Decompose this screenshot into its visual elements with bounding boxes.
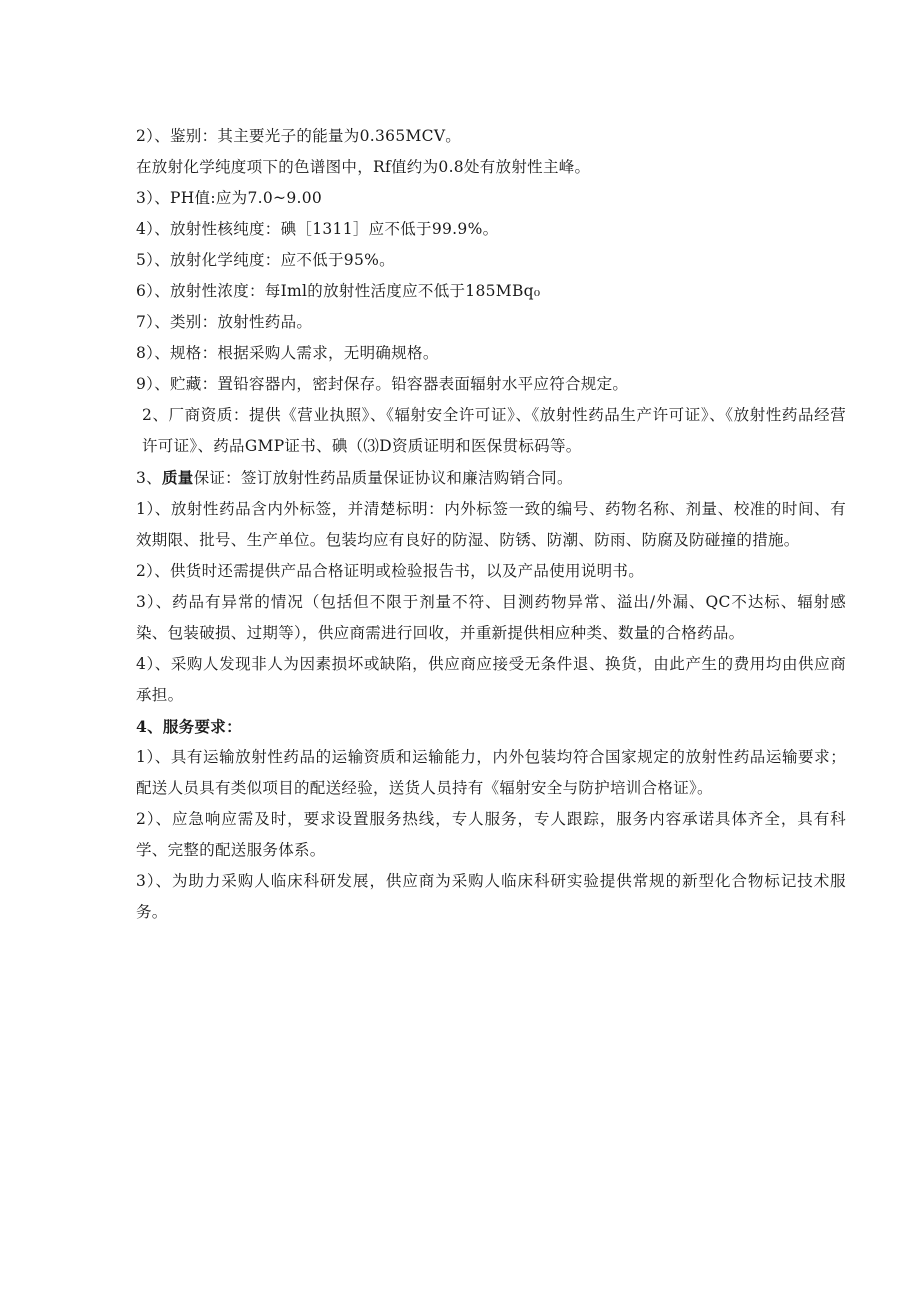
paragraph-manufacturer-qualification: 2、厂商资质：提供《营业执照》、《辐射安全许可证》、《放射性药品生产许可证》、《放射性药品经营许可证》、药品GMP证书、碘（⑶D资质证明和医保贯标码等。 [142, 406, 846, 455]
quality-assurance-text: 保证：签订放射性药品质量保证协议和廉洁购销合同。 [193, 469, 573, 487]
paragraph-chromatogram: 在放射化学纯度项下的色谱图中，Rf值约为0.8处有放射性主峰。 [136, 158, 591, 176]
paragraph-ph-value: 3）、PH值:应为7.0~9.00 [136, 189, 323, 207]
paragraph-labels: 1）、放射性药品含内外标签，并清楚标明：内外标签一致的编号、药物名称、剂量、校准的时间、有效期限、批号、生产单位。包装均应有良好的防湿、防锈、防潮、防雨、防腐及防碰撞的措施。 [136, 500, 846, 549]
paragraph-specification: 8）、规格：根据采购人需求，无明确规格。 [136, 344, 439, 362]
quality-assurance-number: 3、 [136, 469, 162, 487]
document-body [136, 121, 846, 928]
paragraph-return: 4）、采购人发现非人为因素损坏或缺陷，供应商应接受无条件退、换货，由此产生的费用均由供应商承担。 [136, 655, 846, 704]
paragraph-radiochemical-purity: 5）、放射化学纯度：应不低于95%。 [136, 251, 395, 269]
paragraph-certificate: 2）、供货时还需提供产品合格证明或检验报告书，以及产品使用说明书。 [136, 562, 645, 580]
paragraph-quality-assurance [136, 462, 846, 494]
paragraph-research: 3）、为助力采购人临床科研发展，供应商为采购人临床科研实验提供常规的新型化合物标记技术服务。 [136, 872, 846, 921]
paragraph-radioactive-concentration: 6）、放射性浓度：每Iml的放射性活度应不低于185MBq₀ [136, 282, 541, 300]
paragraph-abnormal: 3）、药品有异常的情况（包括但不限于剂量不符、目测药物异常、溢出/外漏、QC不达标、辐射感染、包装破损、过期等），供应商需进行回收，并重新提供相应种类、数量的合格药品。 [136, 593, 846, 642]
paragraph-radionuclide-purity: 4）、放射性核纯度：碘［1311］应不低于99.9%。 [136, 220, 499, 238]
paragraph-storage: 9）、贮藏：置铅容器内，密封保存。铅容器表面辐射水平应符合规定。 [136, 375, 629, 393]
paragraph-category: 7）、类别：放射性药品。 [136, 313, 313, 331]
paragraph-service-heading: 4、服务要求： [136, 717, 242, 736]
paragraph-transport: 1）、具有运输放射性药品的运输资质和运输能力，内外包装均符合国家规定的放射性药品运输要求；配送人员具有类似项目的配送经验，送货人员持有《辐射安全与防护培训合格证》。 [136, 748, 846, 797]
paragraph-identification: 2）、鉴别：其主要光子的能量为0.365MCV。 [136, 127, 462, 145]
quality-assurance-bold: 质量 [161, 468, 194, 487]
paragraph-emergency: 2）、应急响应需及时，要求设置服务热线，专人服务，专人跟踪，服务内容承诺具体齐全，具有科学、完整的配送服务体系。 [136, 810, 846, 859]
